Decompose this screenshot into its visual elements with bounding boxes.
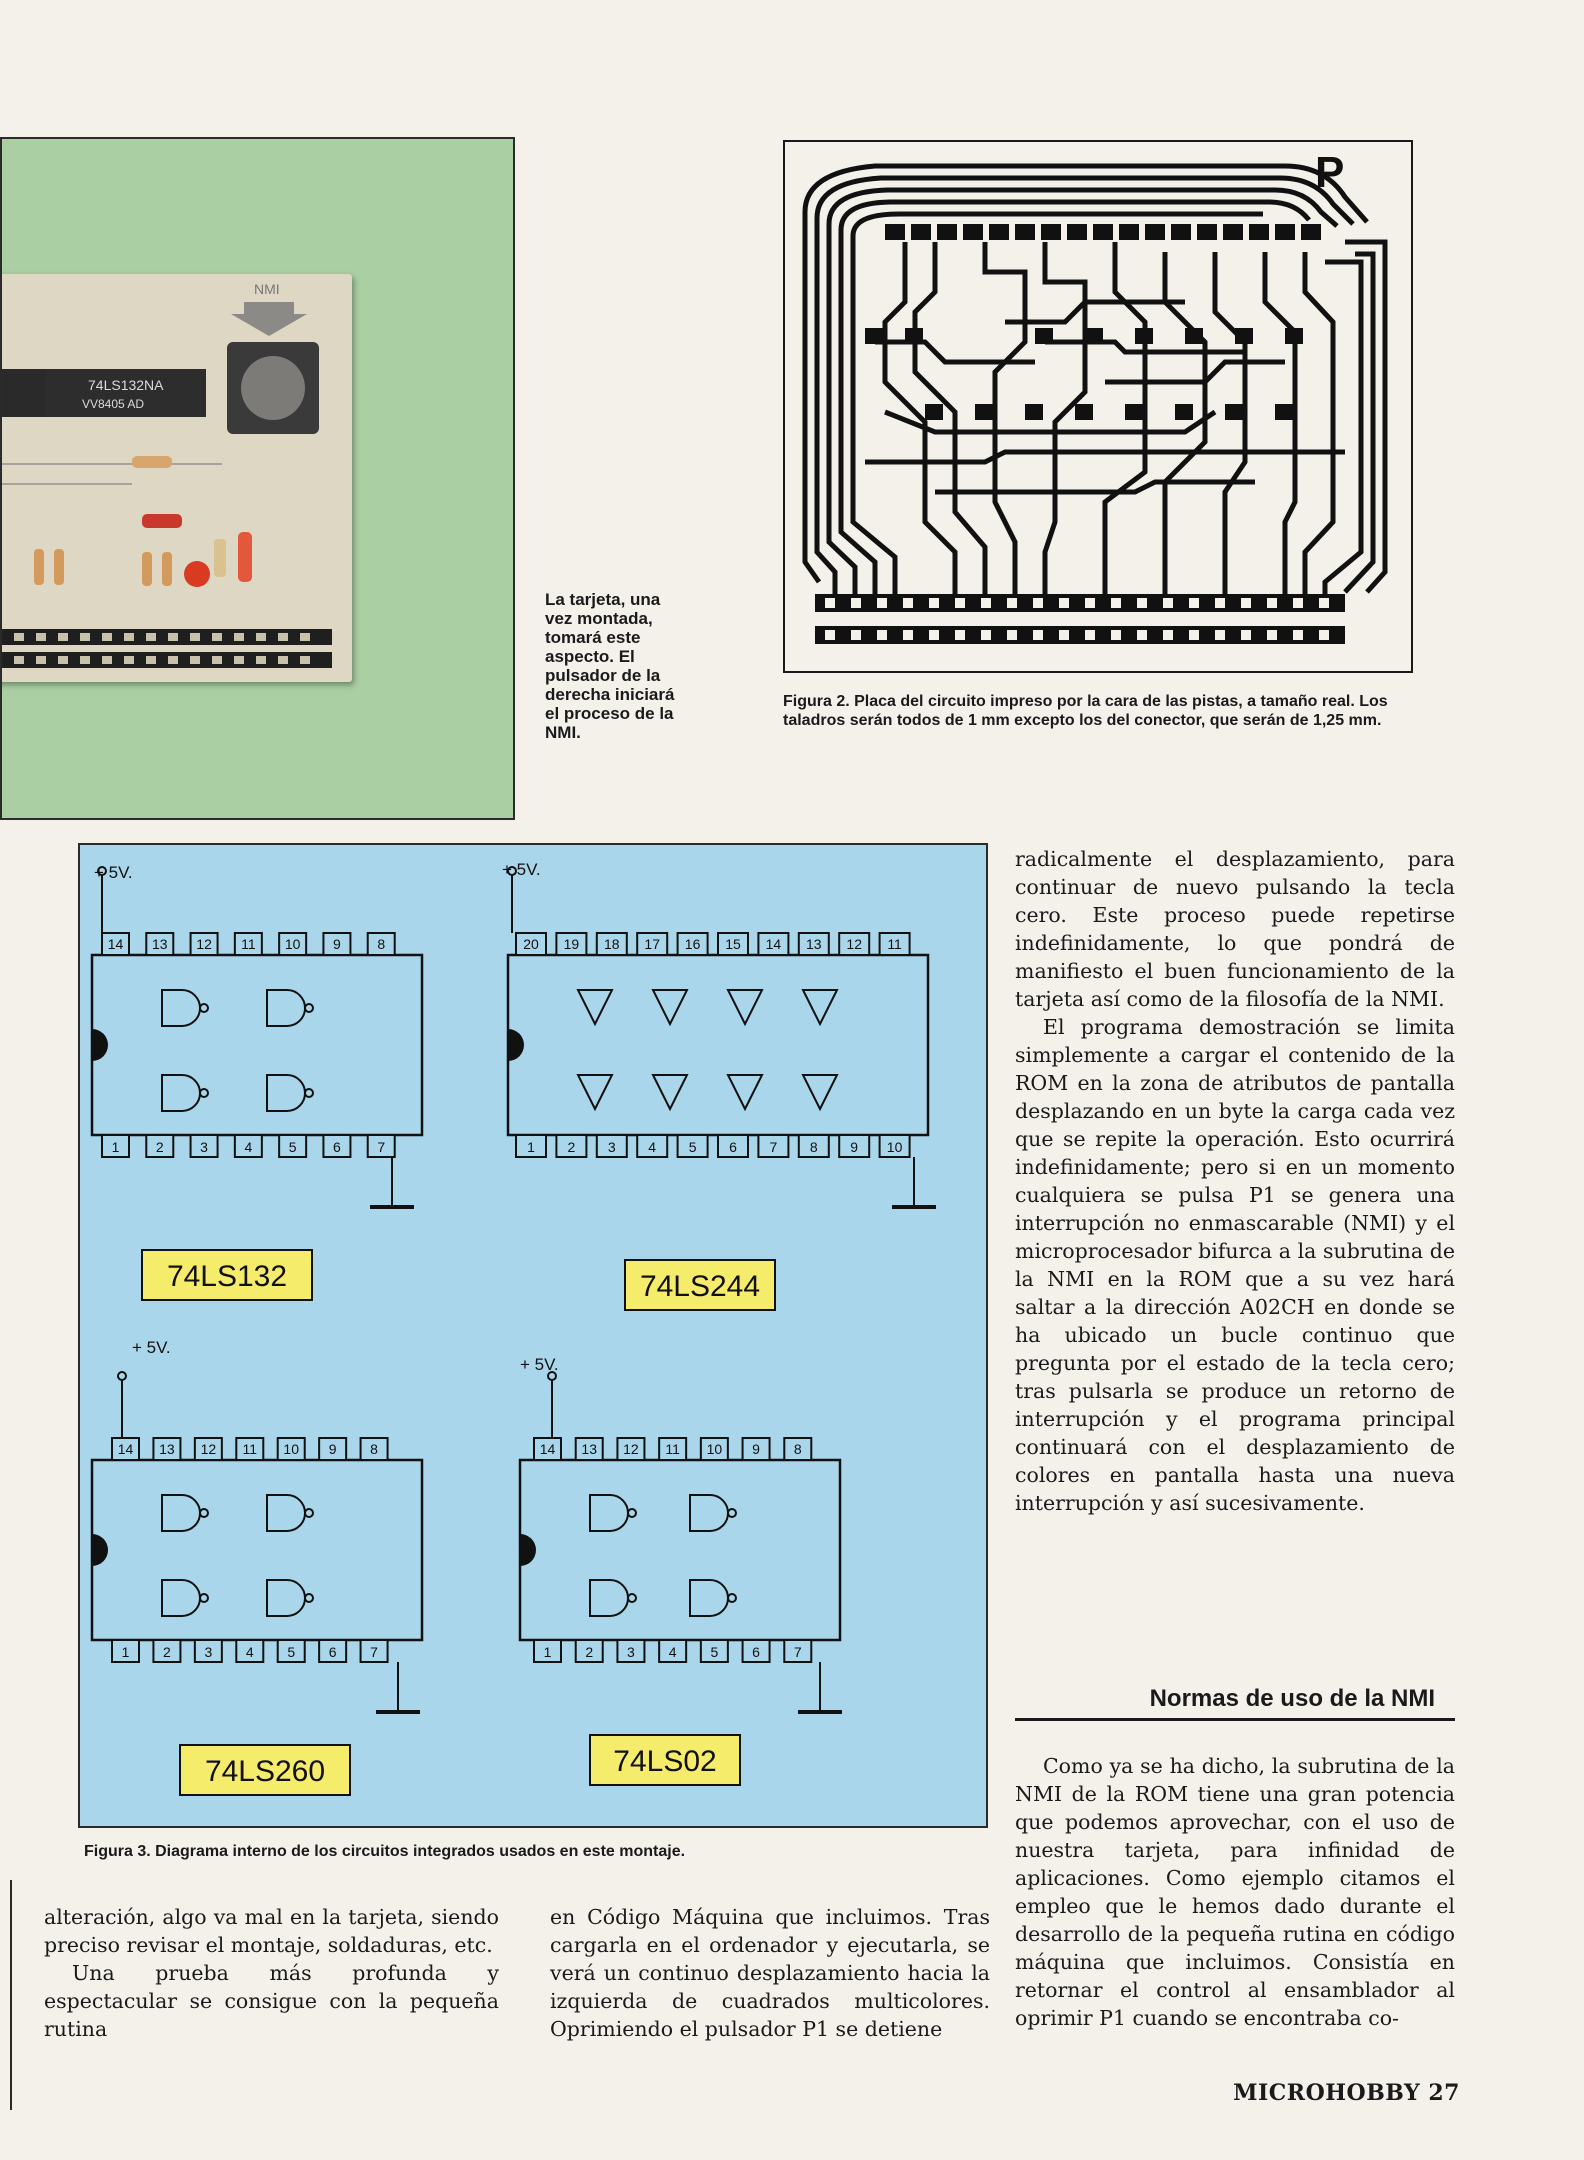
gate-bubble (728, 1594, 736, 1602)
pin-number: 13 (159, 1441, 175, 1457)
supply-label: + 5V. (502, 860, 541, 879)
article-column-right-top (1015, 845, 1455, 1517)
chip-label: 74LS02 (613, 1745, 717, 1778)
pin-number: 6 (333, 1139, 341, 1155)
ic-body (92, 1460, 422, 1640)
nmi-label: NMI (254, 281, 280, 297)
resistor (162, 552, 172, 586)
pin-number: 10 (283, 1441, 300, 1457)
logic-gate (162, 1075, 200, 1111)
gate-bubble (628, 1594, 636, 1602)
gate-bubble (200, 1594, 208, 1602)
pin-number: 9 (850, 1139, 859, 1155)
pin-number: 14 (539, 1441, 556, 1457)
buffer-gate (803, 1075, 837, 1109)
figure-2-caption: Figura 2. Placa del circuito impreso por la cara de las pistas, a tamaño real. Los taladros serán todos de 1 mm excepto los del conector, que serán de 1,25 mm. (783, 693, 1388, 729)
pushbutton-cap (241, 356, 305, 420)
supply-label: + 5V. (94, 863, 133, 882)
logic-gate (267, 1075, 305, 1111)
pin-number: 3 (627, 1644, 635, 1660)
resistor (142, 552, 152, 586)
buffer-gate (578, 990, 612, 1024)
photo-caption: La tarjeta, una vez montada, tomará este aspecto. El pulsador de la derecha iniciará el proceso de la NMI. (545, 590, 675, 742)
pin-number: 2 (585, 1644, 594, 1660)
gate-bubble (728, 1509, 736, 1517)
resistor (142, 514, 182, 528)
pin-number: 7 (370, 1644, 378, 1660)
pin-number: 10 (886, 1139, 903, 1155)
pin-number: 8 (809, 1139, 818, 1155)
resistor (54, 549, 64, 585)
logic-gate (690, 1495, 728, 1531)
page-footer: MICROHOBBY 27 (1233, 2080, 1460, 2106)
arrow-icon (231, 302, 307, 336)
logic-gate (690, 1580, 728, 1616)
chip-label: 74LS132 (166, 1260, 288, 1293)
pin-number: 7 (377, 1139, 386, 1155)
gate-bubble (305, 1509, 313, 1517)
pin-number: 6 (729, 1139, 737, 1155)
logic-gate (162, 990, 200, 1026)
pin-number: 17 (644, 936, 660, 952)
paragraph: Como ya se ha dicho, la subrutina de la NMI de la ROM tiene una gran potencia que podemos aprovechar, con el uso de nuestra tarjeta, para infinidad de aplicaciones. Como ejemplo citamos el empleo que le hemos dado durante el desarrollo de la pequeña rutina en código máquina que incluimos. Consistía en retornar el control al ensamblador al oprimir P1 cuando se encontraba co- (1015, 1754, 1455, 2030)
ic-body (92, 955, 422, 1135)
supply-label: + 5V. (132, 1338, 171, 1357)
gate-bubble (200, 1004, 208, 1012)
figure-3-caption: Figura 3. Diagrama interno de los circuitos integrados usados en este montaje. (84, 1843, 686, 1860)
board-drawing (0, 274, 352, 682)
supply-label: + 5V. (520, 1355, 559, 1374)
resistor (132, 456, 172, 468)
pin-number: 2 (567, 1139, 576, 1155)
pin-number: 11 (665, 1441, 680, 1457)
article-column-left (44, 1903, 499, 2043)
pin-number: 4 (668, 1644, 677, 1660)
chip-text-1: 74LS132NA (88, 377, 164, 393)
pin-number: 12 (623, 1441, 639, 1457)
logic-gate (162, 1495, 200, 1531)
pin-number: 20 (523, 936, 539, 952)
pin-number: 1 (527, 1139, 535, 1155)
pin-number: 11 (241, 936, 256, 952)
logic-gate (162, 1580, 200, 1616)
pin-number: 9 (328, 1441, 337, 1457)
pin-number: 1 (121, 1644, 130, 1660)
buffer-gate (803, 990, 837, 1024)
chip-label: 74LS260 (204, 1755, 326, 1788)
vcc-terminal (118, 1372, 126, 1380)
paragraph: alteración, algo va mal en la tarjeta, siendo preciso revisar el montaje, soldaduras, etc. (44, 1905, 499, 1957)
pin-number: 8 (377, 936, 386, 952)
capacitor (184, 561, 210, 587)
paragraph: El programa demostración se limita simplemente a cargar el contenido de la ROM en la zona de atributos de pantalla desplazando en un byte la carga cada vez que se repite la operación. Esto ocurrirá indefinidamente; pero si en un momento cualquiera se pulsa P1 se genera una interrupción no enmascarable (NMI) y el microprocesador bifurca a la subrutina de la NMI en la ROM que a su vez hará saltar a la dirección A02CH en donde se ha ubicado un bucle continuo que pregunta por el estado de la tecla cero; tras pulsarla se produce un retorno de interrupción y el programa principal continuará con el desplazamiento de colores en pantalla hasta una nueva interrupción y así sucesivamente. (1015, 1015, 1455, 1515)
pin-number: 3 (204, 1644, 213, 1660)
pin-number: 3 (607, 1139, 616, 1155)
resistor (214, 539, 226, 577)
gate-bubble (200, 1089, 208, 1097)
pin-number: 5 (710, 1644, 719, 1660)
logic-gate (267, 1580, 305, 1616)
ic-body (508, 955, 928, 1135)
pcb-figure (783, 140, 1413, 673)
buffer-gate (728, 1075, 762, 1109)
pin-number: 5 (287, 1644, 296, 1660)
ic-notch (92, 1029, 108, 1061)
gate-bubble (200, 1509, 208, 1517)
pin-number: 1 (543, 1644, 552, 1660)
pin-number: 7 (769, 1139, 778, 1155)
buffer-gate (653, 990, 687, 1024)
pin-number: 6 (752, 1644, 760, 1660)
pin-number: 8 (793, 1441, 802, 1457)
pin-number: 14 (117, 1441, 134, 1457)
paragraph: Una prueba más profunda y espectacular se consigue con la pequeña rutina (44, 1961, 499, 2041)
pin-number: 8 (370, 1441, 378, 1457)
ic-notch (520, 1534, 536, 1566)
pin-number: 12 (846, 936, 862, 952)
gate-bubble (305, 1004, 313, 1012)
logic-gate (267, 1495, 305, 1531)
pin-number: 4 (245, 1644, 254, 1660)
pin-number: 9 (752, 1441, 760, 1457)
pin-number: 4 (648, 1139, 657, 1155)
chip-diagrams (92, 867, 936, 1795)
chip-text-2: VV8405 AD (82, 397, 145, 411)
pin-number: 5 (688, 1139, 697, 1155)
logic-gate (267, 990, 305, 1026)
pin-number: 5 (288, 1139, 297, 1155)
ic-notch (92, 1534, 108, 1566)
buffer-gate (653, 1075, 687, 1109)
pin-number: 10 (706, 1441, 723, 1457)
pin-number: 13 (151, 936, 168, 952)
pin-number: 14 (107, 936, 124, 952)
pin-number: 11 (242, 1441, 258, 1457)
pin-number: 16 (684, 936, 701, 952)
margin-rule (10, 1880, 12, 2110)
resistor (238, 532, 252, 582)
chip-label: 74LS244 (639, 1270, 761, 1303)
pin-number: 9 (333, 936, 341, 952)
pin-number: 19 (563, 936, 580, 952)
pin-number: 15 (725, 936, 741, 952)
pin-number: 2 (163, 1644, 171, 1660)
pin-number: 11 (887, 936, 902, 952)
ic-notch (508, 1029, 524, 1061)
buffer-gate (728, 990, 762, 1024)
pin-number: 3 (200, 1139, 208, 1155)
pin-number: 7 (793, 1644, 802, 1660)
paragraph: en Código Máquina que incluimos. Tras cargarla en el ordenador y ejecutarla, se verá un continuo desplazamiento hacia la izquierda de cuadrados multicolores. Oprimiendo el pulsador P1 se detiene (550, 1905, 990, 2041)
section-heading: Normas de uso de la NMI (1015, 1685, 1455, 1721)
schematics-drawing (80, 845, 986, 1826)
pin-number: 14 (765, 936, 782, 952)
pin-number: 10 (284, 936, 301, 952)
board-photo (0, 137, 515, 820)
pin-number: 12 (200, 1441, 217, 1457)
gate-bubble (628, 1509, 636, 1517)
pin-number: 6 (328, 1644, 337, 1660)
logic-gate (590, 1495, 628, 1531)
pin-number: 13 (806, 936, 822, 952)
paragraph: radicalmente el desplazamiento, para continuar de nuevo pulsando la tecla cero. Este proceso puede repetirse indefinidamente, lo que pondrá de manifiesto el buen funcionamiento de la tarjeta así como de la filosofía de la NMI. (1015, 847, 1455, 1011)
ic-body (520, 1460, 840, 1640)
pin-number: 2 (155, 1139, 164, 1155)
article-column-middle (550, 1903, 990, 2043)
pin-number: 12 (196, 936, 212, 952)
pcb-artwork (785, 142, 1411, 671)
pin-number: 1 (111, 1139, 120, 1155)
gate-bubble (305, 1089, 313, 1097)
pin-number: 13 (581, 1441, 598, 1457)
pin-number: 4 (244, 1139, 253, 1155)
assembled-board (0, 274, 352, 682)
article-column-right-bottom (1015, 1752, 1455, 2032)
logic-gate (590, 1580, 628, 1616)
pcb-label: P (1315, 148, 1345, 197)
resistor (34, 549, 44, 585)
gate-bubble (305, 1594, 313, 1602)
schematics-figure (78, 843, 988, 1828)
buffer-gate (578, 1075, 612, 1109)
pin-number: 18 (604, 936, 620, 952)
